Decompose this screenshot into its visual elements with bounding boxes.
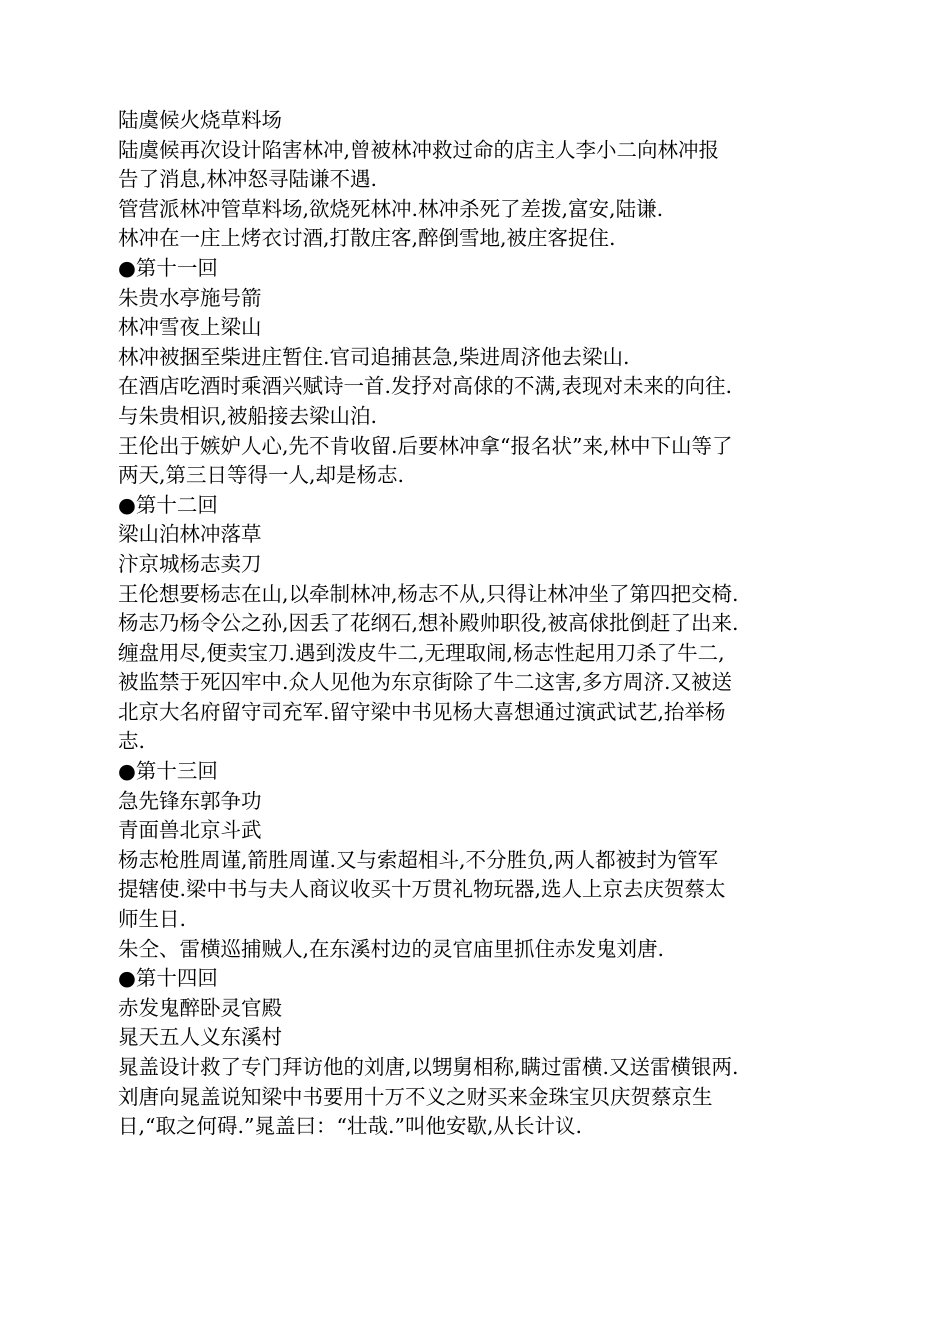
chapter-heading: ●第十一回 (118, 255, 218, 280)
paragraph-line: 日,“取之何碍.”晁盖曰：“壮哉.”叫他安歇,从长计议. (118, 1114, 583, 1139)
paragraph-line: 王伦想要杨志在山,以牵制林冲,杨志不从,只得让林冲坐了第四把交椅. (118, 581, 739, 606)
paragraph-line: 杨志乃杨令公之孙,因丢了花纲石,想补殿帅职役,被高俅批倒赶了出来. (118, 611, 739, 636)
paragraph-line: 北京大名府留守司充军.留守梁中书见杨大喜想通过演武试艺,抬举杨 (118, 699, 726, 724)
paragraph-line: 陆虞候再次设计陷害林冲,曾被林冲救过命的店主人李小二向林冲报 (118, 137, 720, 162)
paragraph-line: 王伦出于嫉妒人心,先不肯收留.后要林冲拿“报名状”来,林中下山等了 (118, 433, 733, 458)
chapter-heading: ●第十三回 (118, 759, 218, 784)
paragraph-line: 林冲在一庄上烤衣讨酒,打散庄客,醉倒雪地,被庄客捉住. (118, 226, 616, 251)
paragraph-line: 管营派林冲管草料场,欲烧死林冲.林冲杀死了差拨,富安,陆谦. (118, 196, 664, 221)
paragraph-line: 与朱贵相识,被船接去梁山泊. (118, 403, 378, 428)
paragraph-line: 刘唐向晁盖说知梁中书要用十万不义之财买来金珠宝贝庆贺蔡京生 (118, 1084, 713, 1109)
paragraph-line: 在酒店吃酒时乘酒兴赋诗一首.发抒对高俅的不满,表现对未来的向往. (118, 374, 733, 399)
chapter-subtitle: 梁山泊林冲落草 (118, 522, 262, 547)
chapter-heading: ●第十四回 (118, 966, 218, 991)
chapter-subtitle: 陆虞候火烧草料场 (118, 108, 282, 132)
chapter-subtitle: 青面兽北京斗武 (118, 818, 262, 843)
paragraph-line: 提辖使.梁中书与夫人商议收买十万贯礼物玩器,选人上京去庆贺蔡太 (118, 877, 726, 902)
paragraph-line: 杨志枪胜周谨,箭胜周谨.又与索超相斗,不分胜负,两人都被封为管军 (118, 847, 719, 872)
paragraph-line: 告了消息,林冲怒寻陆谦不遇. (118, 167, 378, 192)
paragraph-line: 志. (118, 729, 146, 754)
paragraph-line: 晁盖设计救了专门拜访他的刘唐,以甥舅相称,瞒过雷横.又送雷横银两. (118, 1055, 739, 1079)
paragraph-line: 缠盘用尽,便卖宝刀.遇到泼皮牛二,无理取闹,杨志性起用刀杀了牛二, (118, 640, 725, 665)
chapter-subtitle: 汴京城杨志卖刀 (118, 551, 262, 576)
chapter-subtitle: 急先锋东郭争功 (118, 788, 262, 813)
paragraph-line: 师生日. (118, 907, 187, 932)
chapter-heading: ●第十二回 (118, 492, 218, 517)
paragraph-line: 朱仝、雷横巡捕贼人,在东溪村边的灵官庙里抓住赤发鬼刘唐. (118, 936, 665, 961)
chapter-subtitle: 林冲雪夜上梁山 (118, 315, 262, 340)
chapter-subtitle: 赤发鬼醉卧灵官殿 (118, 995, 282, 1020)
paragraph-line: 被监禁于死囚牢中.众人见他为东京街除了牛二这害,多方周济.又被送 (118, 670, 733, 695)
chapter-subtitle: 晁天五人义东溪村 (118, 1025, 282, 1050)
document-body (118, 106, 848, 1142)
chapter-subtitle: 朱贵水亭施号箭 (118, 285, 262, 310)
paragraph-line: 林冲被捆至柴进庄暂住.官司追捕甚急,柴进周济他去梁山. (118, 344, 630, 369)
paragraph-line: 两天,第三日等得一人,却是杨志. (118, 463, 405, 488)
